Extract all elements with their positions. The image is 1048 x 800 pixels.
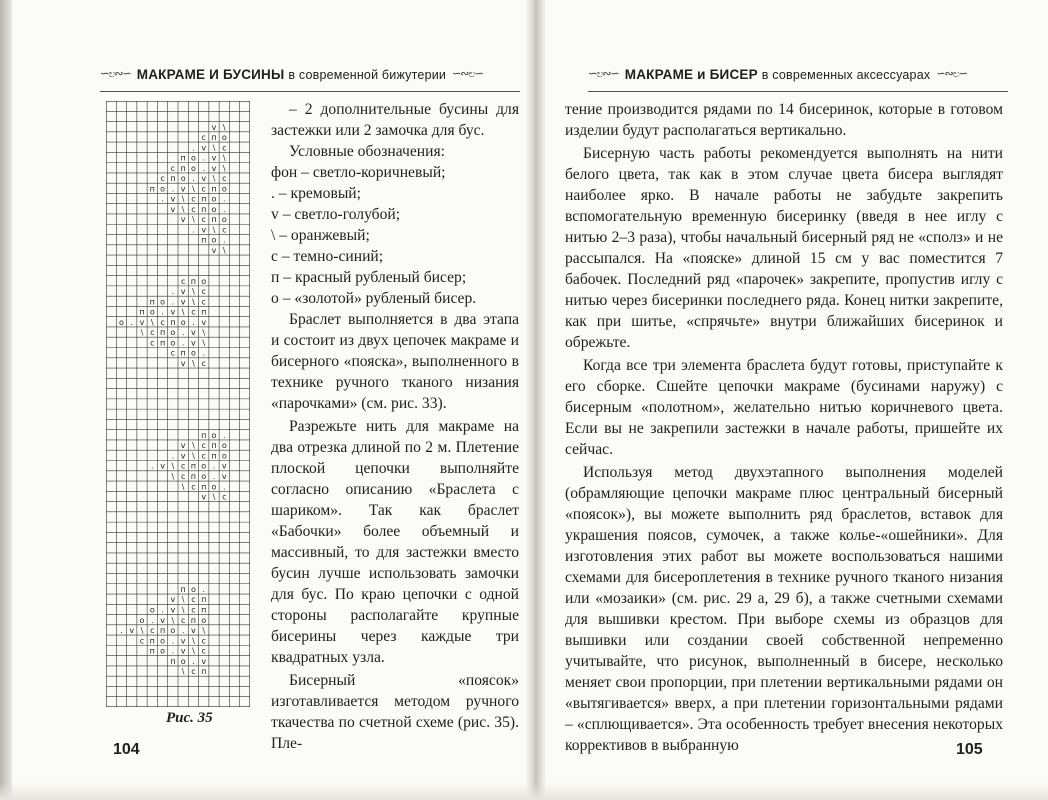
pattern-bead-symbol: \: [181, 595, 185, 605]
pattern-bead-symbol: с: [201, 215, 206, 225]
pattern-bead-symbol: v: [160, 461, 165, 471]
pattern-bead-symbol: п: [190, 615, 197, 625]
pattern-bead-symbol: с: [191, 204, 196, 214]
legend-item: v – светло-голубой;: [271, 206, 401, 223]
pattern-bead-symbol: с: [150, 626, 155, 636]
pattern-bead-symbol: о: [211, 204, 217, 214]
pattern-bead-symbol: v: [160, 615, 165, 625]
pattern-bead-symbol: п: [201, 307, 207, 317]
pattern-bead-symbol: \: [140, 626, 144, 636]
text-paragraph: Браслет выполняется в два этапа и состоит из двух цепочек макраме и бисерного «пояска», выполненного в технике ручного тканого низания «парочками» (см. рис. 33).: [271, 311, 519, 412]
pattern-bead-symbol: с: [201, 451, 206, 461]
pattern-bead-symbol: с: [201, 358, 206, 368]
pattern-bead-symbol: п: [159, 626, 166, 636]
pattern-bead-symbol: о: [180, 656, 186, 666]
pattern-bead-symbol: с: [201, 297, 206, 307]
pattern-bead-symbol: п: [149, 646, 155, 656]
pattern-bead-symbol: .: [151, 461, 154, 471]
pattern-bead-symbol: с: [201, 184, 206, 194]
pattern-bead-symbol: \: [222, 246, 226, 256]
pattern-bead-symbol: о: [180, 317, 186, 327]
pattern-bead-symbol: .: [161, 605, 164, 615]
pattern-bead-symbol: с: [201, 636, 206, 646]
pattern-bead-symbol: п: [211, 441, 217, 451]
pattern-bead-symbol: v: [180, 358, 186, 368]
pattern-bead-symbol: \: [192, 636, 195, 646]
pattern-bead-symbol: с: [191, 194, 196, 204]
pattern-bead-symbol: о: [190, 153, 196, 163]
pattern-bead-symbol: .: [192, 174, 195, 184]
pattern-bead-symbol: \: [181, 204, 185, 214]
pattern-bead-symbol: с: [222, 143, 227, 153]
pattern-bead-symbol: п: [201, 235, 207, 245]
pattern-bead-symbol: п: [201, 605, 207, 615]
pattern-bead-symbol: п: [149, 184, 155, 194]
pattern-bead-symbol: о: [149, 307, 155, 317]
pattern-bead-symbol: \: [181, 482, 185, 492]
pattern-bead-symbol: \: [192, 646, 195, 656]
pattern-bead-symbol: .: [120, 626, 123, 636]
pattern-bead-symbol: п: [201, 194, 207, 204]
pattern-bead-symbol: \: [192, 297, 195, 307]
pattern-bead-symbol: .: [161, 194, 164, 204]
pattern-bead-symbol: .: [223, 204, 226, 214]
legend-item: . – кремовый;: [271, 185, 361, 202]
page-edge: [0, 0, 12, 800]
left-page-text: [271, 99, 519, 754]
pattern-bead-symbol: о: [221, 184, 227, 194]
pattern-bead-symbol: п: [190, 276, 197, 286]
text-paragraph: Бисерную часть работы рекомендуется выполнять на нити белого цвета, так как в этом случае цвета бисера выглядят наиболее ярко. В начале работы не забудьте закрепить вспомогательную временную бисеринку (введя в нее иглу с нитью 2–3 раза), чтобы начальный бисерный ряд не «сполз» и не рассыпался. На «пояске» длиной 15 см у вас поместится 7 бабочек. Последний ряд «парочек» закрепите, пропустив иглу с нитью через бисеринки последнего ряда. Конец нитки закрепите, как при шитье, «спрячьте» внутри ближайших бисеринок и обрежьте.: [565, 145, 1003, 351]
pattern-bead-symbol: п: [180, 153, 186, 163]
pattern-bead-symbol: v: [170, 194, 176, 204]
pattern-bead-symbol: \: [192, 451, 195, 461]
pattern-bead-symbol: \: [222, 153, 226, 163]
pattern-bead-symbol: п: [149, 297, 155, 307]
legend-item: с – темно-синий;: [271, 248, 384, 265]
legend-title: Условные обозначения:: [289, 143, 445, 160]
symbol-legend: [271, 141, 519, 309]
text-paragraph: Когда все три элемента браслета будут готовы, приступайте к его сборке. Сшейте цепочки макраме (бусинами наружу) с бисерным «полотном», желательно нитью коричневого цвета. Если вы не закрепили застежки в начале работы, пришейте их сейчас.: [565, 357, 1003, 458]
pattern-bead-symbol: .: [192, 143, 195, 153]
pattern-bead-symbol: п: [180, 163, 186, 173]
left-running-header: [100, 62, 520, 86]
legend-item: п – красный рубленый бисер;: [271, 269, 467, 286]
pattern-bead-symbol: о: [160, 646, 166, 656]
header-rule: [588, 91, 1008, 92]
pattern-bead-symbol: \: [212, 143, 216, 153]
pattern-bead-symbol: о: [190, 348, 196, 358]
pattern-bead-symbol: v: [221, 471, 227, 481]
pattern-bead-symbol: с: [191, 307, 196, 317]
pattern-bead-symbol: v: [180, 451, 186, 461]
pattern-bead-symbol: с: [139, 636, 145, 646]
pattern-bead-symbol: v: [180, 287, 186, 297]
left-header-title: МАКРАМЕ И БУСИНЫ в современной бижутерии: [136, 66, 447, 82]
pattern-bead-symbol: с: [150, 328, 155, 338]
pattern-bead-symbol: \: [212, 225, 216, 235]
pattern-bead-symbol: о: [201, 276, 207, 286]
pattern-bead-symbol: п: [211, 184, 217, 194]
pattern-bead-symbol: \: [181, 194, 185, 204]
pattern-bead-symbol: о: [211, 430, 217, 440]
pattern-bead-symbol: v: [170, 204, 176, 214]
pattern-bead-symbol: о: [170, 626, 176, 636]
book-gutter: [526, 0, 546, 800]
ornament-icon: ∽∾ಲ∽: [936, 68, 968, 80]
pattern-bead-symbol: п: [159, 328, 166, 338]
pattern-bead-symbol: п: [170, 317, 176, 327]
pattern-bead-symbol: о: [170, 338, 176, 348]
pattern-bead-symbol: v: [191, 328, 196, 338]
legend-item: фон – светло-коричневый;: [271, 164, 446, 181]
pattern-bead-symbol: п: [139, 307, 145, 317]
pattern-bead-symbol: п: [159, 338, 166, 348]
pattern-bead-symbol: \: [192, 184, 195, 194]
pattern-bead-symbol: v: [180, 215, 186, 225]
page-number: 104: [113, 741, 140, 758]
right-running-header: [588, 62, 1008, 86]
pattern-bead-symbol: п: [211, 451, 217, 461]
pattern-bead-symbol: .: [202, 584, 205, 594]
pattern-bead-symbol: \: [171, 471, 175, 481]
pattern-bead-symbol: п: [190, 461, 197, 471]
pattern-bead-symbol: .: [223, 194, 226, 204]
pattern-bead-symbol: .: [151, 615, 154, 625]
pattern-bead-symbol: о: [190, 584, 196, 594]
pattern-bead-symbol: о: [221, 441, 227, 451]
right-header-title: МАКРАМЕ и БИСЕР в современных аксессуарах: [624, 66, 931, 82]
pattern-bead-symbol: v: [201, 492, 207, 502]
pattern-bead-symbol: v: [201, 656, 207, 666]
pattern-bead-symbol: .: [181, 328, 185, 338]
pattern-bead-symbol: с: [201, 441, 206, 451]
pattern-bead-symbol: \: [222, 122, 226, 132]
pattern-bead-symbol: п: [201, 204, 207, 214]
pattern-bead-symbol: v: [180, 184, 186, 194]
pattern-bead-symbol: v: [211, 246, 217, 256]
pattern-bead-symbol: v: [191, 338, 196, 348]
pattern-bead-symbol: v: [211, 163, 217, 173]
pattern-bead-symbol: v: [201, 174, 207, 184]
pattern-bead-symbol: с: [201, 287, 206, 297]
pattern-bead-symbol: .: [161, 307, 164, 317]
pattern-bead-symbol: с: [180, 615, 186, 625]
pattern-bead-symbol: .: [181, 338, 185, 348]
pattern-bead-symbol: .: [223, 482, 226, 492]
pattern-bead-symbol: п: [201, 595, 207, 605]
pattern-bead-symbol: с: [222, 174, 227, 184]
pattern-bead-symbol: с: [191, 595, 196, 605]
pattern-bead-symbol: v: [221, 461, 227, 471]
pattern-bead-symbol: \: [202, 626, 206, 636]
pattern-bead-symbol: о: [221, 215, 227, 225]
page-number: 105: [956, 741, 983, 758]
pattern-bead-symbol: v: [201, 143, 207, 153]
pattern-bead-symbol: .: [171, 646, 175, 656]
pattern-bead-symbol: \: [140, 328, 144, 338]
pattern-bead-symbol: с: [191, 605, 196, 615]
pattern-bead-symbol: с: [201, 646, 206, 656]
pattern-bead-symbol: \: [171, 615, 175, 625]
legend-item: \ – оранжевый;: [271, 227, 370, 244]
pattern-bead-symbol: .: [212, 461, 216, 471]
pattern-bead-symbol: о: [221, 133, 227, 143]
pattern-bead-symbol: о: [211, 482, 217, 492]
pattern-bead-symbol: о: [201, 615, 207, 625]
page-shadow: [0, 782, 1048, 800]
pattern-bead-symbol: \: [192, 215, 195, 225]
pattern-bead-symbol: .: [171, 451, 175, 461]
pattern-bead-symbol: о: [160, 184, 166, 194]
pattern-bead-symbol: v: [129, 626, 135, 636]
grid-lines: [106, 101, 250, 707]
right-page-text: [565, 99, 1003, 756]
bead-pattern-grid: [106, 101, 250, 707]
text-paragraph: Бисерный «поясок» изготавливается методом ручного ткачества по счетной схеме (рис. 35). Пле-: [271, 672, 519, 752]
pattern-bead-symbol: .: [192, 317, 195, 327]
pattern-bead-symbol: с: [222, 225, 227, 235]
pattern-bead-symbol: .: [202, 153, 205, 163]
pattern-bead-symbol: о: [160, 297, 166, 307]
pattern-bead-symbol: с: [201, 133, 206, 143]
pattern-bead-symbol: \: [212, 492, 216, 502]
pattern-bead-symbol: п: [149, 636, 155, 646]
pattern-bead-symbol: v: [180, 297, 186, 307]
pattern-bead-symbol: \: [192, 441, 195, 451]
pattern-bead-symbol: v: [191, 626, 196, 636]
pattern-bead-symbol: с: [191, 667, 196, 677]
pattern-bead-symbol: о: [211, 235, 217, 245]
bead-pattern-figure: [106, 101, 250, 707]
pattern-bead-symbol: о: [180, 174, 186, 184]
pattern-bead-symbol: о: [201, 461, 207, 471]
pattern-bead-symbol: .: [192, 225, 195, 235]
pattern-bead-symbol: п: [180, 584, 186, 594]
pattern-bead-symbol: п: [211, 215, 217, 225]
pattern-bead-symbol: о: [170, 328, 176, 338]
pattern-bead-symbol: \: [181, 307, 185, 317]
pattern-bead-symbol: с: [191, 482, 196, 492]
pattern-bead-symbol: v: [211, 153, 217, 163]
pattern-bead-symbol: v: [201, 317, 207, 327]
pattern-bead-symbol: с: [222, 492, 227, 502]
pattern-bead-symbol: v: [170, 307, 176, 317]
pattern-bead-symbol: с: [170, 163, 176, 173]
pattern-bead-symbol: о: [211, 194, 217, 204]
pattern-bead-symbol: о: [118, 317, 124, 327]
pattern-bead-symbol: .: [202, 348, 205, 358]
pattern-bead-symbol: п: [190, 471, 197, 481]
pattern-bead-symbol: с: [150, 338, 155, 348]
pattern-bead-symbol: о: [221, 451, 227, 461]
pattern-bead-symbol: v: [170, 595, 176, 605]
pattern-bead-symbol: с: [160, 174, 165, 184]
pattern-bead-symbol: \: [202, 338, 206, 348]
figure-caption: Рис. 35: [166, 710, 213, 726]
pattern-bead-symbol: п: [201, 667, 207, 677]
pattern-bead-symbol: v: [139, 317, 145, 327]
pattern-bead-symbol: \: [150, 317, 154, 327]
pattern-bead-symbol: \: [212, 174, 216, 184]
pattern-bead-symbol: v: [201, 225, 207, 235]
pattern-bead-symbol: с: [180, 276, 186, 286]
pattern-bead-symbol: \: [181, 605, 185, 615]
pattern-bead-symbol: о: [190, 163, 196, 173]
pattern-bead-symbol: .: [181, 626, 185, 636]
pattern-bead-symbol: п: [201, 482, 207, 492]
pattern-bead-symbol: v: [211, 122, 217, 132]
pattern-bead-symbol: \: [202, 328, 206, 338]
pattern-bead-symbol: v: [180, 646, 186, 656]
pattern-bead-symbol: о: [201, 471, 207, 481]
pattern-bead-symbol: п: [170, 174, 176, 184]
pattern-bead-symbol: \: [181, 667, 185, 677]
pattern-bead-symbol: \: [171, 461, 175, 471]
header-rule: [100, 91, 520, 92]
pattern-bead-symbol: .: [130, 317, 133, 327]
pattern-bead-symbol: с: [180, 461, 186, 471]
pattern-bead-symbol: \: [192, 287, 195, 297]
pattern-bead-symbol: \: [222, 163, 226, 173]
pattern-bead-symbol: .: [171, 184, 175, 194]
text-paragraph: Используя метод двухэтапного выполнения моделей (обрамляющие цепочки макраме плюс центральный бисерный «поясок»), вы можете выполнить ряд браслетов, вставок для украшения поясов, сумочек, а также колье-«ошейники». Для изготовления этих работ вы можете воспользоваться нашими схемами для бисероплетения в технике ручного тканого низания или «мозаики» (см. рис. 29 а, 29 б), а также счетными схемами для вышивки крестом. При выборе схемы из образцов для вышивки или создании своей собственной непременно учитывайте, что рисунок, выполненный в бисере, несколько меняет свои пропорции, при плетении вертикальными рядами он «вытягивается» вверх, а при плетении горизонтальными рядами – «сплющивается». Эта особенность требует внесения некоторых коррективов в выбранную: [565, 464, 1003, 754]
pattern-bead-symbol: .: [223, 430, 226, 440]
pattern-bead-symbol: п: [211, 133, 217, 143]
pattern-bead-symbol: .: [223, 235, 226, 245]
text-paragraph: тение производится рядами по 14 бисеринок, которые в готовом изделии будут располагаться вертикально.: [565, 101, 1003, 139]
pattern-bead-symbol: .: [171, 297, 175, 307]
pattern-bead-symbol: с: [180, 471, 186, 481]
pattern-bead-symbol: v: [180, 636, 186, 646]
ornament-icon: ∽ಲ∾∽: [588, 68, 619, 80]
pattern-bead-symbol: п: [170, 656, 176, 666]
ornament-icon: ∽ಲ∾∽: [100, 68, 131, 80]
pattern-bead-symbol: о: [139, 615, 145, 625]
pattern-bead-symbol: п: [180, 348, 186, 358]
pattern-bead-symbol: п: [201, 430, 207, 440]
pattern-bead-symbol: \: [192, 358, 195, 368]
legend-item: о – «золотой» рубленый бисер.: [271, 290, 477, 307]
pattern-bead-symbol: .: [171, 287, 175, 297]
pattern-bead-symbol: .: [192, 656, 195, 666]
pattern-bead-symbol: .: [202, 163, 205, 173]
pattern-bead-symbol: с: [160, 317, 165, 327]
text-paragraph: Разрежьте нить для макраме на два отрезка длиной по 2 м. Плетение плоской цепочки выполняйте согласно описанию «Браслета с шариком». Так как браслет «Бабочки» более объемный и массивный, то для застежки вместо бусин лучше использовать замочки для бус. По краю цепочки с одной стороны располагайте крупные бисерины через каждые три квадратных узла.: [271, 418, 519, 666]
pattern-bead-symbol: о: [149, 605, 155, 615]
pattern-bead-symbol: с: [170, 348, 176, 358]
text-paragraph: – 2 дополнительные бусины для застежки или 2 замочка для бус.: [271, 101, 519, 139]
pattern-bead-symbol: v: [170, 605, 176, 615]
ornament-icon: ∽∾ಲ∽: [452, 68, 483, 80]
pattern-bead-symbol: .: [171, 636, 175, 646]
pattern-bead-symbol: v: [180, 441, 186, 451]
pattern-bead-symbol: .: [212, 471, 216, 481]
pattern-bead-symbol: о: [160, 636, 166, 646]
